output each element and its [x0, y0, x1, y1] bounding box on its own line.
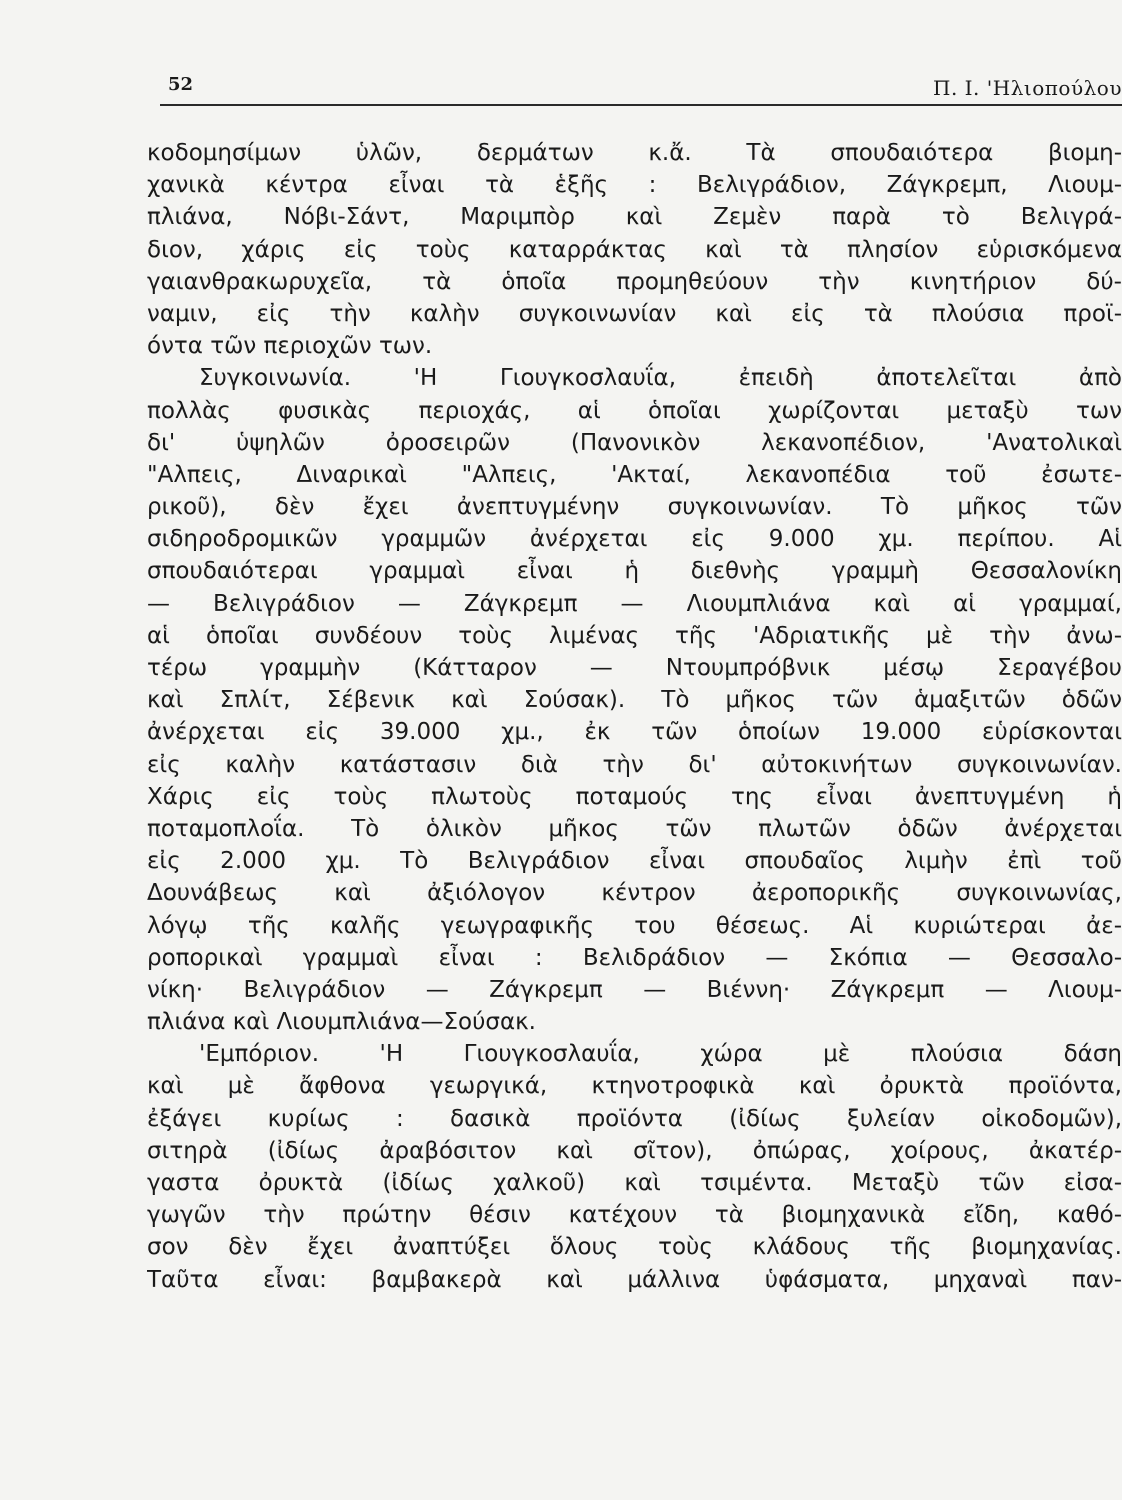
text-line: αἱ ὁποῖαι συνδέουν τοὺς λιμένας τῆς 'Αδριατικῆς μὲ τὴν ἀνω-	[147, 622, 1122, 649]
text-line: νίκη· Βελιγράδιον — Ζάγκρεμπ — Βιέννη· Ζάγκρεμπ — Λιουμ-	[147, 976, 1122, 1003]
text-line: εἰς 2.000 χμ. Τὸ Βελιγράδιον εἶναι σπουδαῖος λιμὴν ἐπὶ τοῦ	[147, 848, 1122, 875]
running-head: Π. Ι. 'Ηλιοπούλου	[933, 76, 1122, 100]
text-line: — Βελιγράδιον — Ζάγκρεμπ — Λιουμπλιάνα καὶ αἱ γραμμαί,	[147, 590, 1122, 617]
body-text	[147, 137, 1122, 1296]
text-line: γαστα ὀρυκτὰ (ἰδίως χαλκοῦ) καὶ τσιμέντα. Μεταξὺ τῶν εἰσα-	[147, 1170, 1122, 1196]
text-line: γαιανθρακωρυχεῖα, τὰ ὁποῖα προμηθεύουν τὴν κινητήριον δύ-	[147, 268, 1122, 295]
text-line: ροπορικαὶ γραμμαὶ εἶναι : Βελιδράδιον — Σκόπια — Θεσσαλο-	[147, 944, 1122, 971]
text-line: όντα τῶν περιοχῶν των.	[147, 333, 433, 360]
text-line: ρικοῦ), δὲν ἔχει ἀνεπτυγμένην συγκοινωνίαν. Τὸ μῆκος τῶν	[147, 494, 1122, 521]
text-line: σιδηροδρομικῶν γραμμῶν ἀνέρχεται εἰς 9.000 χμ. περίπου. Αἱ	[147, 526, 1122, 553]
text-line: ἐξάγει κυρίως : δασικὰ προϊόντα (ἰδίως ξυλείαν οἰκοδομῶν),	[147, 1105, 1122, 1132]
text-line: διον, χάρις εἰς τοὺς καταρράκτας καὶ τὰ πλησίον εὑρισκόμενα	[147, 236, 1122, 263]
text-line: χανικὰ κέντρα εἶναι τὰ ἑξῆς : Βελιγράδιον, Ζάγκρεμπ, Λιουμ-	[147, 172, 1122, 199]
page-header	[168, 70, 1122, 102]
text-line: καὶ Σπλίτ, Σέβενικ καὶ Σούσακ). Τὸ μῆκος τῶν ἁμαξιτῶν ὁδῶν	[147, 687, 1122, 714]
page-number: 52	[168, 74, 194, 95]
text-line: Χάρις εἰς τοὺς πλωτοὺς ποταμούς της εἶναι ἀνεπτυγμένη ἡ	[147, 783, 1122, 810]
text-line: πολλὰς φυσικὰς περιοχάς, αἱ ὁποῖαι χωρίζονται μεταξὺ των	[147, 397, 1122, 424]
text-line: γωγῶν τὴν πρώτην θέσιν κατέχουν τὰ βιομηχανικὰ εἴδη, καθό-	[147, 1202, 1122, 1229]
text-line: εἰς καλὴν κατάστασιν διὰ τὴν δι' αὐτοκινήτων συγκοινωνίαν.	[147, 751, 1122, 778]
text-line: πλιάνα, Νόβι-Σάντ, Μαριμπὸρ καὶ Ζεμὲν παρὰ τὸ Βελιγρά-	[147, 204, 1122, 231]
text-line: πλιάνα καὶ Λιουμπλιάνα—Σούσακ.	[147, 1009, 536, 1036]
text-line: τέρω γραμμὴν (Κάτταρον — Ντουμπρόβνικ μέσῳ Σεραγέβου	[147, 655, 1122, 681]
text-line: ναμιν, εἰς τὴν καλὴν συγκοινωνίαν καὶ εἰς τὰ πλούσια προϊ-	[147, 300, 1122, 327]
text-line: ποταμοπλοΐα. Τὸ ὁλικὸν μῆκος τῶν πλωτῶν ὁδῶν ἀνέρχεται	[147, 815, 1122, 842]
text-line: κοδομησίμων ὑλῶν, δερμάτων κ.ἄ. Τὰ σπουδαιότερα βιομη-	[147, 140, 1122, 166]
text-line: Ταῦτα εἶναι: βαμβακερὰ καὶ μάλλινα ὑφάσματα, μηχαναὶ παν-	[147, 1266, 1122, 1293]
text-line: σιτηρὰ (ἰδίως ἀραβόσιτον καὶ σῖτον), ὀπώρας, χοίρους, ἀκατέρ-	[147, 1137, 1122, 1164]
header-rule	[160, 104, 1122, 106]
section-heading-line: Συγκοινωνία. 'Η Γιουγκοσλαυΐα, ἐπειδὴ ἀποτελεῖται ἀπὸ	[199, 365, 1122, 392]
text-line: σον δὲν ἔχει ἀναπτύξει ὅλους τοὺς κλάδους τῆς βιομηχανίας.	[147, 1234, 1122, 1261]
text-line: Δουνάβεως καὶ ἀξιόλογον κέντρον ἀεροπορικῆς συγκοινωνίας,	[147, 880, 1122, 907]
section-heading-line: 'Εμπόριον. 'Η Γιουγκοσλαυΐα, χώρα μὲ πλούσια δάση	[199, 1041, 1122, 1068]
text-line: καὶ μὲ ἄφθονα γεωργικά, κτηνοτροφικὰ καὶ ὀρυκτὰ προϊόντα,	[147, 1073, 1122, 1100]
text-line: λόγῳ τῆς καλῆς γεωγραφικῆς του θέσεως. Αἱ κυριώτεραι ἀε-	[147, 912, 1122, 939]
text-line: "Αλπεις, Διναρικαὶ "Αλπεις, 'Ακταί, λεκανοπέδια τοῦ ἐσωτε-	[147, 461, 1122, 488]
text-line: ἀνέρχεται εἰς 39.000 χμ., ἐκ τῶν ὁποίων 19.000 εὑρίσκονται	[147, 719, 1122, 746]
text-line: δι' ὑψηλῶν ὀροσειρῶν (Πανονικὸν λεκανοπέδιον, 'Ανατολικαὶ	[147, 429, 1122, 456]
text-line: σπουδαιότεραι γραμμαὶ εἶναι ἡ διεθνὴς γραμμὴ Θεσσαλονίκη	[147, 558, 1122, 585]
